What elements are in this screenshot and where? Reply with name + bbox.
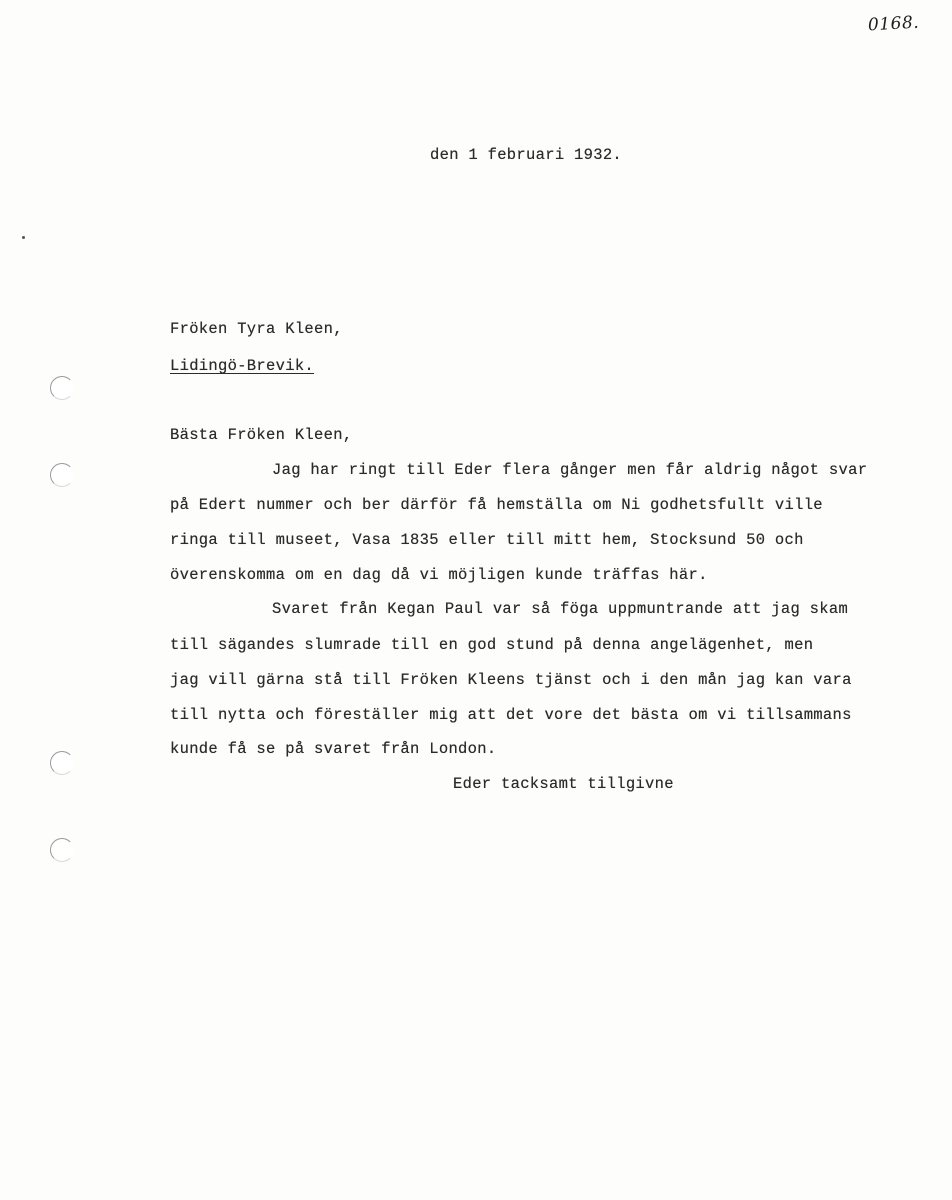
closing: Eder tacksamt tillgivne: [453, 775, 674, 793]
date-line: den 1 februari 1932.: [430, 146, 623, 164]
body-line: ringa till museet, Vasa 1835 eller till mitt hem, Stocksund 50 och: [170, 531, 804, 549]
page-number: 0168.: [867, 12, 920, 36]
body-line: till sägandes slumrade till en god stund på denna angelägenhet, men: [170, 636, 814, 654]
recipient-name: Fröken Tyra Kleen,: [170, 320, 343, 338]
body-line: Jag har ringt till Eder flera gånger men får aldrig något svar: [272, 461, 868, 479]
ink-speck: [22, 236, 25, 239]
body-line: överenskomma om en dag då vi möjligen kunde träffas här.: [170, 566, 708, 584]
salutation: Bästa Fröken Kleen,: [170, 426, 353, 444]
body-line: jag vill gärna stå till Fröken Kleens tjänst och i den mån jag kan vara: [170, 671, 852, 689]
punch-hole: [50, 376, 74, 400]
body-line: kunde få se på svaret från London.: [170, 740, 497, 758]
body-line: till nytta och föreställer mig att det vore det bästa om vi tillsammans: [170, 706, 852, 724]
punch-hole: [50, 838, 74, 862]
body-line: på Edert nummer och ber därför få hemställa om Ni godhetsfullt ville: [170, 496, 823, 514]
punch-hole: [50, 463, 74, 487]
body-line: Svaret från Kegan Paul var så föga uppmuntrande att jag skam: [272, 600, 849, 618]
punch-hole: [50, 751, 74, 775]
recipient-address: Lidingö-Brevik.: [170, 357, 315, 375]
